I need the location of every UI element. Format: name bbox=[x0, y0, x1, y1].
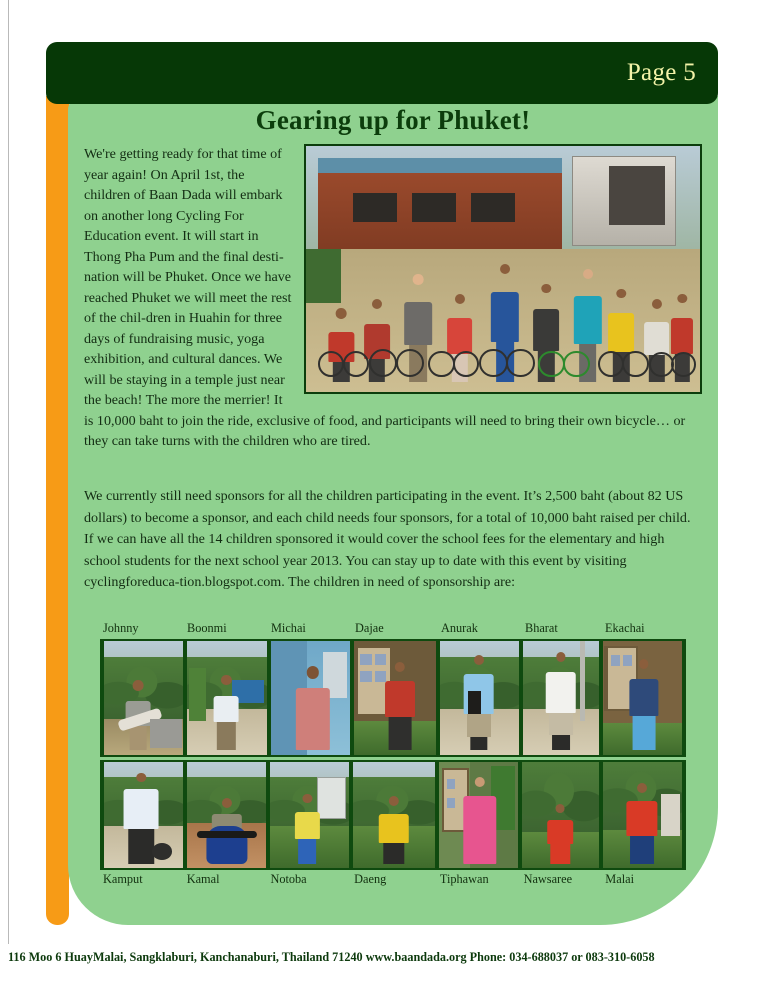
child-name-kamput: Kamput bbox=[103, 872, 143, 886]
child-name-kamal: Kamal bbox=[186, 872, 220, 886]
child-photo-tiphawan bbox=[437, 762, 520, 868]
child-photo-bharat bbox=[521, 641, 600, 755]
child-name-daeng: Daeng bbox=[354, 872, 387, 886]
footer-contact-info: 116 Moo 6 HuayMalai, Sangklaburi, Kanchanaburi, Thailand 71240 www.baandada.org Phone: 034-688037 or 083-310-6058 bbox=[8, 950, 655, 964]
child-photo-johnny bbox=[102, 641, 185, 755]
gallery-bottom-photo-row bbox=[100, 760, 686, 870]
child-photo-michai bbox=[269, 641, 352, 755]
child-photo-anurak bbox=[438, 641, 521, 755]
child-name-johnny: Johnny bbox=[103, 621, 139, 635]
child-name-dajae: Dajae bbox=[355, 621, 384, 635]
header-banner bbox=[46, 42, 718, 104]
child-name-nawsaree: Nawsaree bbox=[523, 872, 573, 886]
page-title: Gearing up for Phuket! bbox=[255, 105, 531, 135]
orange-accent-bar bbox=[46, 96, 69, 925]
child-name-ekachai: Ekachai bbox=[605, 621, 645, 635]
child-photo-malai bbox=[601, 762, 684, 868]
child-name-michai: Michai bbox=[271, 621, 306, 635]
page-left-rule bbox=[8, 0, 9, 944]
child-name-anurak: Anurak bbox=[441, 621, 478, 635]
child-photo-dajae bbox=[352, 641, 437, 755]
hero-photo-artwork bbox=[306, 146, 700, 392]
sponsor-paragraph: We currently still need sponsors for all the children participating in the event. It’s 2,500 baht (about 82 US dollars) to become a sponsor, and each child needs four sponsors, for a total of 10,000 baht raised per child. If we can have all the 14 children sponsored it would cover the school fees for the elementary and high school students for the next school year 2013. You can stay up to date with this event by visiting cyclingforeduca-tion.blogspot.com. The children in need of sponsorship are: bbox=[84, 488, 691, 590]
child-name-bharat: Bharat bbox=[525, 621, 558, 635]
child-photo-nawsaree bbox=[520, 762, 601, 868]
gallery-top-photo-row bbox=[100, 639, 686, 757]
children-gallery bbox=[100, 621, 686, 890]
child-name-tiphawan: Tiphawan bbox=[439, 872, 489, 886]
intro-block bbox=[84, 144, 702, 452]
child-photo-kamput bbox=[102, 762, 185, 868]
child-photo-daeng bbox=[351, 762, 436, 868]
child-photo-boonmi bbox=[185, 641, 268, 755]
hero-photo bbox=[304, 144, 702, 394]
child-name-boonmi: Boonmi bbox=[187, 621, 227, 635]
content-panel bbox=[68, 96, 718, 925]
page-number-label: Page 5 bbox=[626, 59, 696, 86]
child-photo-ekachai bbox=[601, 641, 684, 755]
child-photo-kamal bbox=[185, 762, 268, 868]
child-name-malai: Malai bbox=[605, 872, 634, 886]
gallery-bottom-name-row bbox=[100, 872, 686, 890]
child-name-notoba: Notoba bbox=[270, 872, 307, 886]
child-photo-notoba bbox=[268, 762, 351, 868]
intro-paragraph: We're getting ready for that time of year again! On April 1st, the children of Baan Dada will embark on another long Cycling For Education event. It will start in Thong Pha Pum and the final desti-nation will be Phuket. Once we have reached Phuket we will meet the rest of the chil-dren in Huahin for three days of fundraising music, yoga exhibition, and cultural dances. We will be staying in a temple just near the beach! The more the merrier! It is 10,000 baht to join the ride, exclusive of food, and participants will need to bring their own bicycle… or they can take turns with the children who are tired. bbox=[84, 146, 686, 449]
gallery-top-name-row bbox=[100, 621, 686, 639]
